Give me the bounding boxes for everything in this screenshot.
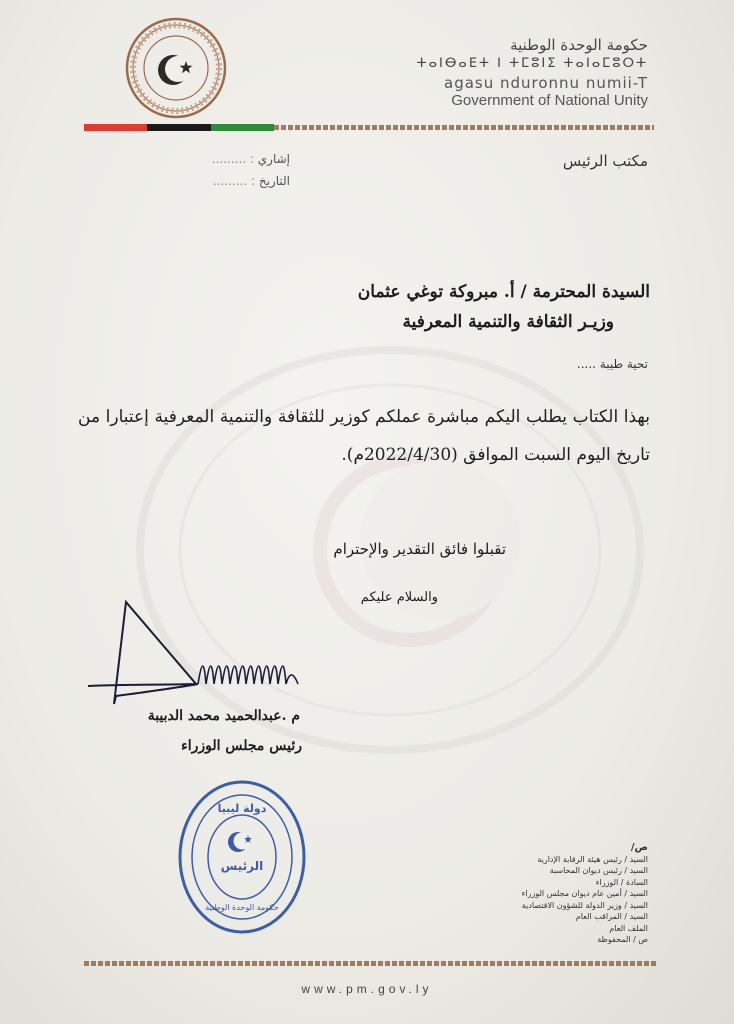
cc-marker: ص/ bbox=[630, 842, 648, 853]
letter-body: بهذا الكتاب يطلب اليكم مباشرة عملكم كوزير للثقافة والتنمية المعرفية إعتبارا من تاريخ اليوم السبت الموافق (2022/4/30م). bbox=[78, 407, 650, 465]
cc-entry: السيد / المراقب العام bbox=[575, 912, 648, 921]
office-title: مكتب الرئيس bbox=[562, 152, 648, 170]
government-name-tifinagh: ⵜⴰⵏⴱⴰⴹⵜ ⵏ ⵜⵎⵓⵏⵉ ⵜⴰⵏⴰⵎⵓⵔⵜ bbox=[416, 56, 648, 71]
greeting: تحية طيبة ..... bbox=[576, 357, 648, 371]
government-emblem-logo bbox=[124, 16, 228, 120]
farewell-line: والسلام عليكم bbox=[360, 590, 438, 605]
cc-entry: السيد / وزير الدولة للشؤون الاقتصادية bbox=[521, 900, 648, 910]
government-name-amazigh: agasu nduronnu numii-T bbox=[444, 74, 648, 92]
date-label: التاريخ bbox=[258, 174, 290, 188]
flag-color-bar bbox=[84, 124, 274, 131]
cc-entry: الملف العام bbox=[609, 923, 648, 933]
closing-line: تقبلوا فائق التقدير والإحترام bbox=[333, 540, 506, 558]
date-field: التاريخ : ......... bbox=[212, 174, 290, 188]
cc-entry: السيد / رئيس هيئة الرقابة الإدارية bbox=[537, 854, 648, 864]
footer-website: www.pm.gov.ly bbox=[301, 982, 433, 996]
government-name-english: Government of National Unity bbox=[451, 92, 648, 109]
cc-entry: السيد / رئيس ديوان المحاسبة bbox=[549, 866, 648, 875]
signatory-name: م .عبدالحميد محمد الدبيبة bbox=[147, 708, 300, 724]
cc-entry: السيد / أمين عام ديوان مجلس الوزراء bbox=[521, 889, 648, 898]
reference-label: إشاري bbox=[257, 152, 290, 166]
decorative-chain-border-bottom bbox=[84, 960, 656, 967]
recipient-title: وزيـر الثقافة والتنمية المعرفية bbox=[402, 312, 614, 332]
government-name-arabic: حكومة الوحدة الوطنية bbox=[510, 36, 648, 54]
cc-distribution-list bbox=[462, 842, 648, 946]
flag-stripe-red bbox=[84, 124, 147, 131]
cc-entry: ص / المحفوظة bbox=[597, 935, 648, 944]
cc-entry: السادة / الوزراء bbox=[595, 877, 648, 887]
recipient-line: السيدة المحترمة / أ. مبروكة توغي عثمان bbox=[357, 282, 650, 302]
official-stamp bbox=[178, 780, 306, 934]
reference-field: إشاري : ......... bbox=[211, 152, 290, 166]
signatory-title: رئيس مجلس الوزراء bbox=[181, 738, 302, 754]
stamp-country: دولة ليبيا bbox=[217, 802, 267, 815]
stamp-office: الرئيس bbox=[220, 859, 264, 873]
flag-stripe-black bbox=[147, 124, 210, 131]
decorative-chain-border bbox=[274, 124, 654, 131]
flag-stripe-green bbox=[211, 124, 274, 131]
stamp-government: حكومة الوحدة الوطنية bbox=[205, 903, 279, 912]
handwritten-signature bbox=[86, 600, 306, 710]
